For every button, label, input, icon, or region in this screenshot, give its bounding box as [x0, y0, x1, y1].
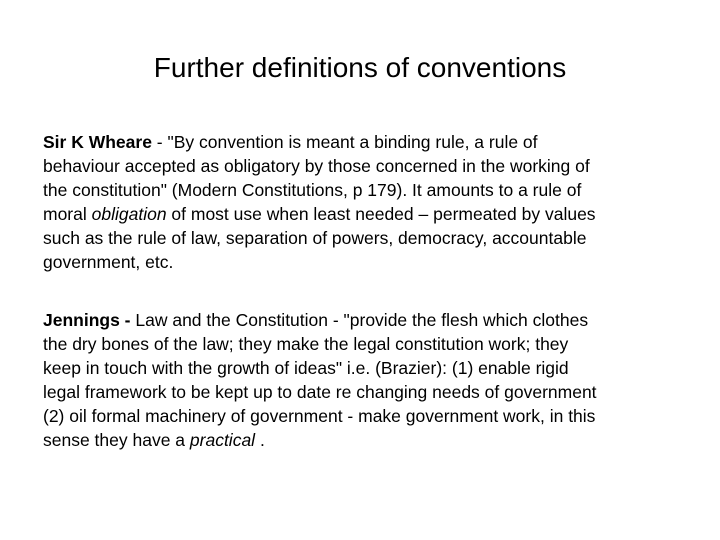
- para2-line-1: [43, 308, 683, 332]
- para2-line-6-pre: sense they have a: [43, 430, 190, 450]
- para2-line-5: (2) oil formal machinery of government - make government work, in this: [43, 406, 596, 426]
- para2-line-6: [43, 428, 683, 452]
- author-name-jennings: Jennings -: [43, 310, 136, 330]
- para1-line-1: [43, 130, 683, 154]
- para2-line-1-text: Law and the Constitution - "provide the flesh which clothes: [135, 310, 589, 330]
- author-name-wheare: Sir K Wheare: [43, 132, 152, 152]
- emphasis-obligation: obligation: [91, 204, 167, 224]
- paragraph-wheare: [43, 130, 683, 274]
- para2-line-3: keep in touch with the growth of ideas" i.e. (Brazier): (1) enable rigid: [43, 358, 569, 378]
- para1-line-6: government, etc.: [43, 252, 174, 272]
- para1-line-4: [43, 202, 683, 226]
- para1-line-3: the constitution" (Modern Constitutions, p 179). It amounts to a rule of: [43, 180, 582, 200]
- para1-line-2: behaviour accepted as obligatory by those concerned in the working of: [43, 156, 590, 176]
- slide-title: Further definitions of conventions: [153, 52, 567, 83]
- para1-line-4-pre: moral: [43, 204, 92, 224]
- para1-line-4-post: of most use when least needed – permeated by values: [166, 204, 596, 224]
- paragraph-jennings: [43, 308, 683, 452]
- para1-line-1-text: - "By convention is meant a binding rule, a rule of: [151, 132, 538, 152]
- para2-line-6-post: .: [255, 430, 265, 450]
- para2-line-2: the dry bones of the law; they make the legal constitution work; they: [43, 334, 569, 354]
- emphasis-practical: practical: [189, 430, 256, 450]
- para1-line-5: such as the rule of law, separation of powers, democracy, accountable: [43, 228, 587, 248]
- para2-line-4: legal framework to be kept up to date re changing needs of government: [43, 382, 597, 402]
